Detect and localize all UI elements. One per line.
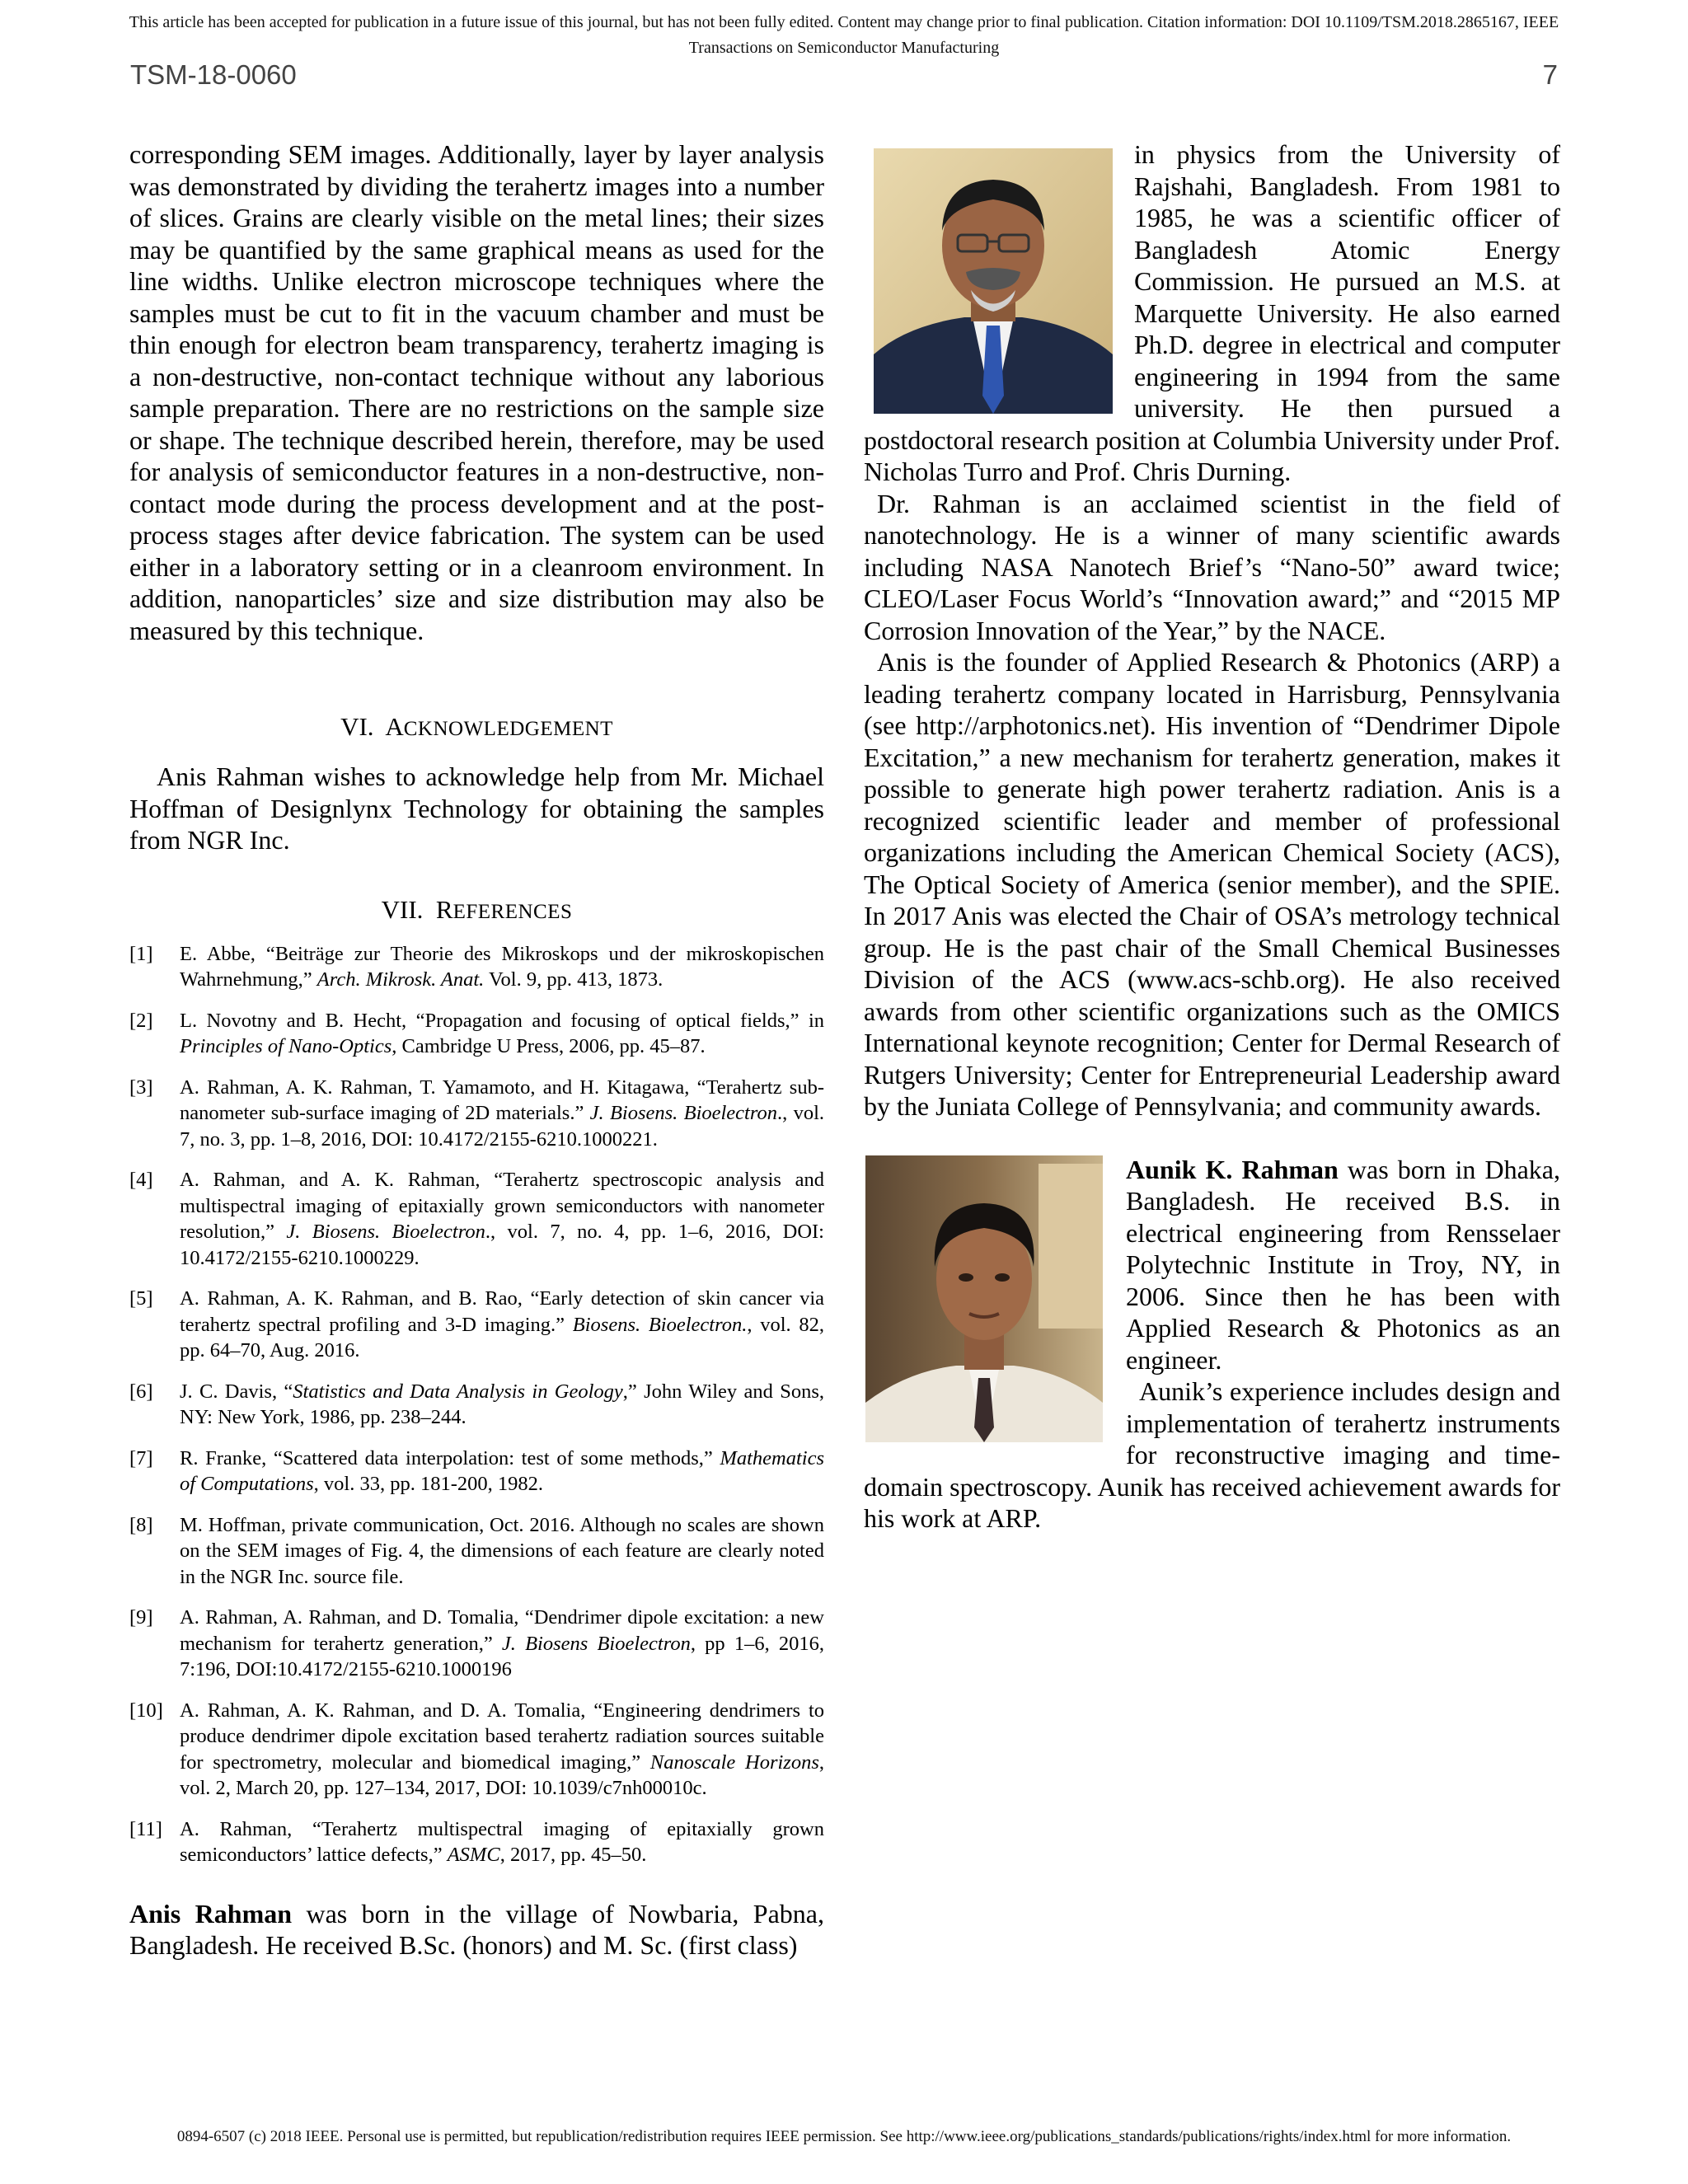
ack-heading-num: VI.: [340, 712, 374, 741]
reference-number: [6]: [129, 1380, 153, 1403]
reference-item: [129, 1008, 824, 1060]
reference-number: [8]: [129, 1513, 153, 1536]
reference-text: A. Rahman, A. K. Rahman, and B. Rao, “Early detection of skin cancer via terahertz spectral profiling and 3-D imaging.” Biosens. Bioelectron., vol. 82, pp. 64–70, Aug. 2016.: [180, 1287, 825, 1361]
page-number: 7: [1542, 59, 1558, 90]
aunik-bio-para2: Aunik’s experience includes design and implementation of terahertz instruments for reconstructive imaging and time-domain spectroscopy. Aunik has received achievement awards for his work at ARP.: [864, 1376, 1560, 1533]
publication-notice-line2: Transactions on Semiconductor Manufacturing: [688, 39, 1000, 57]
reference-text: A. Rahman, “Terahertz multispectral imaging of epitaxially grown semiconductors’ lattice defects,” ASMC, 2017, pp. 45–50.: [180, 1817, 824, 1866]
reference-number: [5]: [129, 1287, 153, 1310]
reference-number: [10]: [129, 1699, 163, 1722]
ref-heading-first: R: [435, 894, 453, 924]
ack-heading-first: A: [385, 712, 404, 741]
reference-number: [9]: [129, 1606, 153, 1629]
ack-heading-rest: CKNOWLEDGEMENT: [403, 718, 613, 740]
aunik-rahman-photo: [865, 1155, 1103, 1442]
copyright-footer: 0894-6507 (c) 2018 IEEE. Personal use is permitted, but republication/redistribution requires IEEE permission. See http://www.ieee.org/publications_standards/publications/rights/index.html for more information.: [176, 2128, 1512, 2145]
reference-text: L. Novotny and B. Hecht, “Propagation and focusing of optical fields,” in Principles of Nano-Optics, Cambridge U Press, 2006, pp. 45–87.: [180, 1009, 824, 1057]
reference-item: [129, 941, 824, 993]
reference-text: A. Rahman, A. K. Rahman, T. Yamamoto, and H. Kitagawa, “Terahertz sub-nanometer sub-surface imaging of 2D materials.” J. Biosens. Bioelectron., vol. 7, no. 3, pp. 1–8, 2016, DOI: 10.4172/2155-6210.1000221.: [180, 1076, 824, 1151]
reference-item: [129, 1286, 824, 1364]
references-list: [129, 941, 824, 1868]
anis-bio-para2: Dr. Rahman is an acclaimed scientist in the field of nanotechnology. He is a winner of many scientific awards including NASA Nanotech Brief’s “Nano-50” award twice; CLEO/Laser Focus World’s “Innovation award;” and “2015 MP Corrosion Innovation of the Year,” by the NACE.: [864, 488, 1560, 645]
publication-notice-line1: This article has been accepted for publication in a future issue of this journal, but has not been fully edited. Content may change prior to final publication. Citation information: DOI 10.1109/TSM.2018.2865167, IEEE: [129, 13, 1559, 31]
reference-text: A. Rahman, A. K. Rahman, and D. A. Tomalia, “Engineering dendrimers to produce dendrimer dipole excitation based terahertz radiation sources suitable for spectrometry, molecular and biomedical imaging,” Nanoscale Horizons, vol. 2, March 20, pp. 127–134, 2017, DOI: 10.1039/c7nh00010c.: [180, 1699, 824, 1799]
journal-id: TSM-18-0060: [130, 59, 297, 90]
reference-number: [11]: [129, 1817, 162, 1840]
right-column: [864, 138, 1560, 1535]
reference-text: E. Abbe, “Beiträge zur Theorie des Mikroskops und der mikroskopischen Wahrnehmung,” Arch. Mikrosk. Anat. Vol. 9, pp. 413, 1873.: [180, 942, 824, 991]
ref-heading-rest: EFERENCES: [452, 900, 573, 923]
reference-number: [2]: [129, 1009, 153, 1032]
reference-text: A. Rahman, and A. K. Rahman, “Terahertz spectroscopic analysis and multispectral imaging of epitaxially grown semiconductors with nanometer resolution,” J. Biosens. Bioelectron., vol. 7, no. 4, pp. 1–6, 2016, DOI: 10.4172/2155-6210.1000229.: [180, 1169, 824, 1269]
aunik-name: Aunik K. Rahman: [1126, 1154, 1339, 1184]
reference-text: R. Franke, “Scattered data interpolation: test of some methods,” Mathematics of Computations, vol. 33, pp. 181-200, 1982.: [180, 1446, 824, 1495]
reference-item: [129, 1605, 824, 1683]
reference-text: J. C. Davis, “Statistics and Data Analysis in Geology,” John Wiley and Sons, NY: New York, 1986, pp. 238–244.: [180, 1380, 824, 1428]
reference-number: [4]: [129, 1169, 153, 1191]
aunik-portrait-image: [865, 1155, 1103, 1442]
reference-text: M. Hoffman, private communication, Oct. 2016. Although no scales are shown on the SEM images of Fig. 4, the dimensions of each feature are clearly noted in the NGR Inc. source file.: [180, 1513, 824, 1588]
reference-item: [129, 1075, 824, 1153]
acknowledgement-heading: [129, 711, 824, 745]
anis-name: Anis Rahman: [129, 1898, 293, 1929]
acknowledgement-text: Anis Rahman wishes to acknowledge help from Mr. Michael Hoffman of Designlynx Technology for obtaining the samples from NGR Inc.: [129, 762, 824, 855]
reference-text: A. Rahman, A. Rahman, and D. Tomalia, “Dendrimer dipole excitation: a new mechanism for terahertz generation,” J. Biosens Bioelectron, pp 1–6, 2016, 7:196, DOI:10.4172/2155-6210.1000196: [180, 1606, 824, 1680]
anis-bio-continued: in physics from the University of Rajshahi, Bangladesh. From 1981 to 1985, he was a scientific officer of Bangladesh Atomic Energy Commission. He pursued an M.S. at Marquette University. He also earned Ph.D. degree in electrical and computer engineering in 1994 from the same university. He then pursued a postdoctoral research position at Columbia University under Prof. Nicholas Turro and Prof. Chris Durning.: [864, 139, 1560, 486]
reference-item: [129, 1167, 824, 1271]
left-column: [129, 138, 824, 1961]
references-heading: [129, 894, 824, 928]
anis-bio-para3: Anis is the founder of Applied Research & Photonics (ARP) a leading terahertz company located in Harrisburg, Pennsylvania (see http://arphotonics.net). His invention of “Dendrimer Dipole Excitation,” a new mechanism for terahertz generation, makes it possible to generate high power terahertz radiation. Anis is a recognized scientific leader and member of professional organizations including the American Chemical Society (ACS), The Optical Society of America (senior member), and the SPIE. In 2017 Anis was elected the Chair of OSA’s metrology technical group. He is the past chair of the Small Chemical Businesses Division of the ACS (www.acs-schb.org). He also received awards from other scientific organizations such as the OMICS International keynote recognition; Center for Dermal Research of Rutgers University; Center for Entrepreneurial Leadership award by the Juniata College of Pennsylvania; and community awards.: [864, 647, 1560, 1121]
anis-rahman-photo: [874, 148, 1113, 414]
anis-bio-start: [129, 1898, 824, 1961]
reference-number: [1]: [129, 942, 153, 965]
reference-item: [129, 1446, 824, 1497]
publication-notice: [0, 10, 1688, 61]
reference-number: [3]: [129, 1076, 153, 1099]
reference-item: [129, 1816, 824, 1868]
reference-item: [129, 1379, 824, 1431]
reference-item: [129, 1512, 824, 1591]
reference-item: [129, 1698, 824, 1802]
ref-heading-num: VII.: [381, 894, 424, 924]
anis-portrait-image: [874, 148, 1113, 414]
conclusion-paragraph: corresponding SEM images. Additionally, layer by layer analysis was demonstrated by dividing the terahertz images into a number of slices. Grains are clearly visible on the metal lines; their sizes may be quantified by the same graphical means as used for the line widths. Unlike electron microscope techniques where the samples must be cut to fit in the vacuum chamber and must be thin enough for electron beam transparency, terahertz imaging is a non-destructive, non-contact technique without any laborious sample preparation. There are no restrictions on the sample size or shape. The technique described herein, therefore, may be used for analysis of semiconductor features in a non-destructive, non-contact mode during the process development and at the post-process stages after device fabrication. The system can be used either in a laboratory setting or in a cleanroom environment. In addition, nanoparticles’ size and size distribution may also be measured by this technique.: [129, 139, 824, 645]
reference-number: [7]: [129, 1446, 153, 1469]
aunik-bio-text: was born in Dhaka, Bangladesh. He received B.S. in electrical engineering from Rensselaer Polytechnic Institute in Troy, NY, in 2006. Since then he has been with Applied Research & Photonics as an engineer.: [1126, 1154, 1561, 1375]
anis-bio-intro: was born in the village of Nowbaria, Pabna, Bangladesh. He received B.Sc. (honors) and M. Sc. (first class): [129, 1898, 825, 1960]
